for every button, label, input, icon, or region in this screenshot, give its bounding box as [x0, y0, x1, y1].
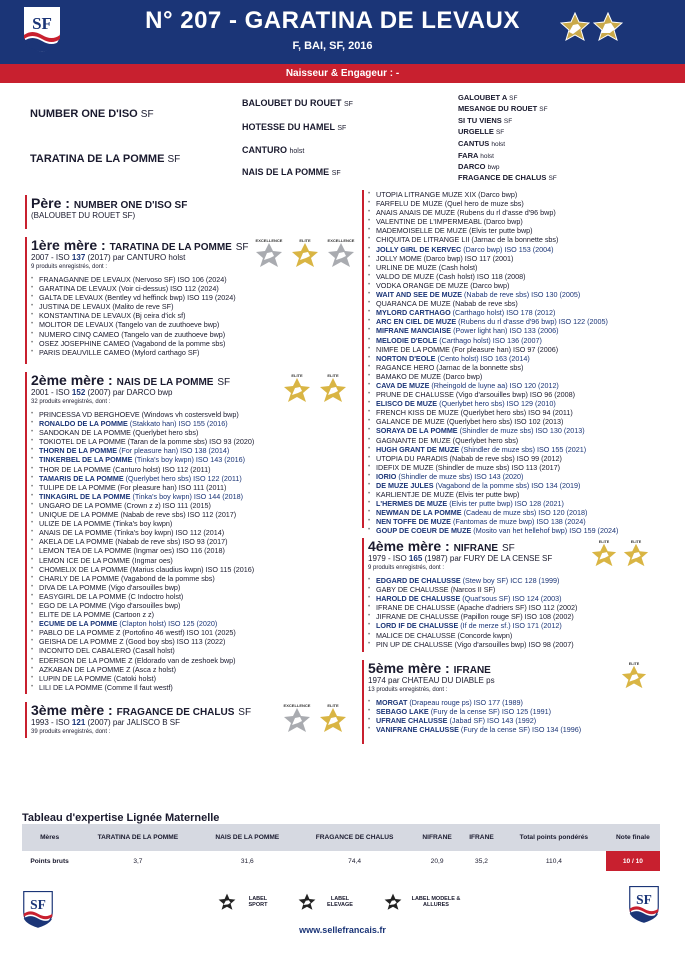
m1-meta: 2007 - ISO 137 (2017) par CANTURO holst [31, 253, 186, 262]
m5-products-count: 13 produits enregistrés, dont : [368, 687, 448, 693]
table-cell: Points bruts [30, 857, 69, 865]
list-item: • SEBAGO LAKE (Fury de la cense SF) ISO 125 (1991) [368, 707, 662, 716]
list-item: • CHIQUITA DE LITRANGE LII (Jarnac de la bonnette sbs) [368, 235, 662, 244]
list-item: • NEN TOFFE DE MUZE (Fantomas de muze bwp) ISO 138 (2024) [368, 517, 662, 526]
m1-products-count: 9 produits enregistrés, dont : [31, 264, 108, 270]
pedigree-g3-6: FARA holst [458, 151, 494, 160]
m2-section [25, 372, 355, 694]
m2-title: 2ème mère : NAIS DE LA POMME SF [31, 372, 231, 388]
pedigree-g2-4: NAIS DE LA POMME SF [242, 167, 341, 177]
list-item: • L'HERMES DE MUZE (Elvis ter putte bwp) ISO 128 (2021) [368, 499, 662, 508]
list-item: • THORN DE LA POMME (For pleasure han) ISO 138 (2014) [31, 446, 355, 455]
list-item: • CAVA DE MUZE (Rheingold de luyne aa) ISO 120 (2012) [368, 381, 662, 390]
list-item: • GALTA DE LEVAUX (Bentley vd heffinck bwp) ISO 119 (2024) [31, 293, 355, 302]
star-icon [218, 893, 236, 911]
list-item: • PABLO DE LA POMME Z (Portofino 46 westf) ISO 101 (2025) [31, 628, 355, 637]
svg-text:ELITE: ELITE [630, 539, 642, 544]
list-item: • RAGANCE HERO (Jarnac de la bonnette sbs) [368, 363, 662, 372]
svg-text:ELITE: ELITE [327, 373, 339, 378]
pere-title: Père : NUMBER ONE D'ISO SF [31, 195, 188, 211]
svg-text:EXCELLENCE: EXCELLENCE [255, 238, 283, 243]
list-item: • HAROLD DE CHALUSSE (Quat'sous SF) ISO 124 (2003) [368, 594, 662, 603]
list-item: • NEWMAN DE LA POMME (Cadeau de muze sbs) ISO 120 (2018) [368, 508, 662, 517]
table-cell: 31,6 [240, 857, 254, 865]
m5-title: 5ème mère : IFRANE [368, 660, 491, 676]
elite-badge-icon [282, 372, 312, 411]
list-item: • VALENTINE DE L'IMPERMEABL (Darco bwp) [368, 217, 662, 226]
pedigree-g2-3: CANTURO holst [242, 145, 305, 155]
m3-title: 3ème mère : FRAGANCE DE CHALUS SF [31, 702, 252, 718]
list-item: • LEMON TEA DE LA POMME (Ingmar oes) ISO 116 (2018) [31, 546, 355, 555]
list-item: • EDERSON DE LA POMME Z (Eldorado van de zeshoek bwp) [31, 656, 355, 665]
table-header-row [22, 824, 660, 851]
sf-logo-icon [22, 5, 62, 53]
list-item: • CHARLY DE LA POMME (Vagabond de la pomme sbs) [31, 574, 355, 583]
list-item: • MADEMOISELLE DE MUZE (Elvis ter putte bwp) [368, 226, 662, 235]
list-item: • FARFELU DE MUZE (Quel hero de muze sbs) [368, 199, 662, 208]
list-item: • SORAYA DE LA POMME (Shindler de muze sbs) ISO 130 (2013) [368, 426, 662, 435]
list-item: • VALDO DE MUZE (Cash holst) ISO 118 (2008) [368, 272, 662, 281]
svg-text:EXCELLENCE: EXCELLENCE [327, 238, 355, 243]
m4-title: 4ème mère : NIFRANE SF [368, 538, 515, 554]
breeder-bar: Naisseur & Engageur : - [0, 64, 685, 83]
elite-badge-icon [620, 660, 648, 697]
list-item: • TULIPE DE LA POMME (For pleasure han) ISO 111 (2011) [31, 483, 355, 492]
list-item: • TOKIOTEL DE LA POMME (Taran de la pomme sbs) ISO 93 (2020) [31, 437, 355, 446]
list-item: • JUSTINA DE LEVAUX (Malito de reve SF) [31, 302, 355, 311]
excellence-badge-icon [326, 237, 356, 276]
list-item: • VANIFRANE CHALUSSE (Fury de la cense SF) ISO 134 (1996) [368, 725, 662, 734]
list-item: • ANAIS DE LA POMME (Tinka's boy kwpn) ISO 112 (2014) [31, 528, 355, 537]
expertise-table [22, 824, 660, 871]
list-item: • IFRANE DE CHALUSSE (Apache d'adriers SF) ISO 112 (2002) [368, 603, 662, 612]
label-elevage: LABEL ELEVAGE [298, 893, 368, 911]
list-item: • MALICE DE CHALUSSE (Concorde kwpn) [368, 631, 662, 640]
website-link[interactable]: www.sellefrancais.fr [299, 925, 386, 935]
list-item: • WAIT AND SEE DE MUZE (Nabab de reve sbs) ISO 130 (2005) [368, 290, 662, 299]
star-icon [384, 893, 402, 911]
list-item: • UTOPIA DU PARADIS (Nabab de reve sbs) ISO 99 (2012) [368, 454, 662, 463]
m3-meta: 1993 - ISO 121 (2007) par JALISCO B SF [31, 718, 180, 727]
list-item: • EGO DE LA POMME (Vigo d'arsouilles bwp) [31, 601, 355, 610]
label-elevage-badge-icon [593, 12, 623, 42]
pere-sire: (BALOUBET DU ROUET SF) [31, 211, 136, 220]
list-item: • CHOMELIX DE LA POMME (Marius claudius kwpn) ISO 115 (2016) [31, 565, 355, 574]
m2-badges [282, 372, 348, 411]
list-item: • MIFRANE MANCIAISE (Power light han) ISO 133 (2006) [368, 326, 662, 335]
excellence-badge-icon [254, 237, 284, 276]
list-item: • LILI DE LA POMME (Comme Il faut westf) [31, 683, 355, 692]
table-header: IFRANE [461, 824, 502, 851]
list-item: • JOLLY MOME (Darco bwp) ISO 117 (2001) [368, 254, 662, 263]
page-title: N° 207 - GARATINA DE LEVAUX [145, 7, 520, 34]
list-item: • AZKABAN DE LA POMME Z (Asca z holst) [31, 665, 355, 674]
expertise-table-title: Tableau d'expertise Lignée Maternelle [22, 812, 220, 824]
list-item: • AKELA DE LA POMME (Nabab de reve sbs) ISO 93 (2017) [31, 537, 355, 546]
svg-text:SF: SF [30, 897, 46, 912]
list-item: • MOLITOR DE LEVAUX (Tangelo van de zuuthoeve bwp) [31, 320, 355, 329]
m1-product-list [31, 275, 355, 357]
list-item: • MORGAT (Drapeau rouge ps) ISO 177 (1989) [368, 698, 662, 707]
m2-product-list [31, 410, 355, 692]
label-sport-badge-icon [560, 12, 590, 42]
label-modele-allures: LABEL MODELE & ALLURES [384, 893, 484, 911]
table-header: NAIS DE LA POMME [199, 824, 296, 851]
list-item: • GEISHA DE LA POMME Z (Good boy sbs) ISO 113 (2022) [31, 637, 355, 646]
list-item: • URLINE DE MUZE (Cash holst) [368, 263, 662, 272]
pedigree-g3-3: SI TU VIENS SF [458, 116, 513, 125]
table-header: Note finale [606, 824, 660, 851]
list-item: • THOR DE LA POMME (Canturo holst) ISO 112 (2011) [31, 465, 355, 474]
list-item: • UNGARO DE LA POMME (Crown z z) ISO 111 (2015) [31, 501, 355, 510]
svg-text:SF: SF [32, 14, 52, 33]
list-item: • QUARANCA DE MUZE (Nabab de reve sbs) [368, 299, 662, 308]
list-item: • KONSTANTINA DE LEVAUX (Bj ceira d'ick sf) [31, 311, 355, 320]
final-note-cell: 10 / 10 [606, 851, 660, 871]
horse-subtitle: F, BAI, SF, 2016 [292, 40, 373, 52]
list-item: • BAMAKO DE MUZE (Darco bwp) [368, 372, 662, 381]
m4-products-count: 9 produits enregistrés, dont : [368, 565, 445, 571]
list-item: • DIVA DE LA POMME (Vigo d'arsouilles bwp) [31, 583, 355, 592]
table-header: TARATINA DE LA POMME [77, 824, 198, 851]
list-item: • ELISCO DE MUZE (Querlybet hero sbs) ISO 129 (2010) [368, 399, 662, 408]
m4-product-list [368, 576, 662, 649]
m2-products-count: 32 produits enregistrés, dont : [31, 399, 111, 405]
table-cell: 20,9 [430, 857, 444, 865]
svg-text:ELITE: ELITE [598, 539, 610, 544]
list-item: • FRENCH KISS DE MUZE (Querlybet hero sbs) ISO 94 (2011) [368, 408, 662, 417]
list-item: • IDEFIX DE MUZE (Shindler de muze sbs) ISO 113 (2017) [368, 463, 662, 472]
m2-meta: 2001 - ISO 152 (2007) par DARCO bwp [31, 388, 173, 397]
list-item: • JIFRANE DE CHALUSSE (Papillon rouge SF) ISO 108 (2002) [368, 612, 662, 621]
list-item: • INCONITO DEL CABALERO (Casall holst) [31, 646, 355, 655]
m5-meta: 1974 par CHATEAU DU DIABLE ps [368, 676, 495, 685]
list-item: • SANDOKAN DE LA POMME (Querlybet hero sbs) [31, 428, 355, 437]
svg-text:ELITE: ELITE [327, 703, 339, 708]
table-header: NIFRANE [413, 824, 461, 851]
elite-badge-icon [622, 538, 650, 575]
list-item: • GOUP DE COEUR DE MUZE (Mosito van het hellehof bwp) ISO 159 (2024) [368, 526, 662, 535]
table-cell: 3,7 [133, 857, 143, 865]
pere-section [25, 195, 345, 229]
list-item: • OSEZ JOSEPHINE CAMEO (Vagabond de la pomme sbs) [31, 339, 355, 348]
list-item: • MYLORD CARTHAGO (Carthago holst) ISO 178 (2012) [368, 308, 662, 317]
m2-continued-section [362, 190, 662, 536]
list-item: • IORIO (Shindler de muze sbs) ISO 143 (2020) [368, 472, 662, 481]
label-sport: LABEL SPORT [218, 893, 278, 911]
elite-badge-icon [590, 538, 618, 575]
list-item: • GAGNANTE DE MUZE (Querlybet hero sbs) [368, 436, 662, 445]
m1-badges [254, 237, 356, 276]
list-item: • JOLLY GIRL DE KERVEC (Darco bwp) ISO 153 (2004) [368, 245, 662, 254]
elite-badge-icon [318, 702, 348, 741]
list-item: • HUGH GRANT DE MUZE (Shindler de muze sbs) ISO 155 (2021) [368, 445, 662, 454]
list-item: • LEMON ICE DE LA POMME (Ingmar oes) [31, 556, 355, 565]
list-item: • EASYGIRL DE LA POMME (C Indoctro holst) [31, 592, 355, 601]
svg-text:SF: SF [636, 892, 652, 907]
table-header: FRAGANCE DE CHALUS [296, 824, 413, 851]
m5-product-list [368, 698, 662, 734]
list-item: • DE MUZE JULES (Vagabond de la pomme sbs) ISO 134 (2019) [368, 481, 662, 490]
list-item: • ELITE DE LA POMME (Cartoon z z) [31, 610, 355, 619]
table-header: Mères [22, 824, 77, 851]
list-item: • MELODIE D'EOLE (Carthago holst) ISO 136 (2007) [368, 336, 662, 345]
table-header: Total points pondérés [502, 824, 606, 851]
list-item: • GABY DE CHALUSSE (Narcos II SF) [368, 585, 662, 594]
list-item: • KARLIENTJE DE MUZE (Elvis ter putte bwp) [368, 490, 662, 499]
m4-badges [590, 538, 650, 575]
list-item: • GALANCE DE MUZE (Querlybet hero sbs) ISO 102 (2013) [368, 417, 662, 426]
list-item: • ANAIS ANAIS DE MUZE (Rubens du rl d'asse d'96 bwp) [368, 208, 662, 217]
m4-meta: 1979 - ISO 165 (1987) par FURY DE LA CENSE SF [368, 554, 553, 563]
pedigree-g2-1: BALOUBET DU ROUET SF [242, 98, 353, 108]
list-item: • UTOPIA LITRANGE MUZE XIX (Darco bwp) [368, 190, 662, 199]
m3-products-count: 39 produits enregistrés, dont : [31, 729, 111, 735]
pedigree-g3-1: GALOUBET A SF [458, 93, 518, 102]
list-item: • TAMARIS DE LA POMME (Querlybet hero sbs) ISO 122 (2011) [31, 474, 355, 483]
list-item: • NORTON D'EOLE (Cento holst) ISO 163 (2014) [368, 354, 662, 363]
m1-title: 1ère mère : TARATINA DE LA POMME SF [31, 237, 249, 253]
svg-text:EXCELLENCE: EXCELLENCE [283, 703, 311, 708]
list-item: • ECUME DE LA POMME (Clapton holst) ISO 125 (2020) [31, 619, 355, 628]
m5-badges [620, 660, 648, 697]
pedigree-sire: NUMBER ONE D'ISO SF [30, 108, 154, 120]
m3-badges [282, 702, 348, 741]
svg-text:ELITE: ELITE [628, 661, 640, 666]
list-item: • VODKA ORANGE DE MUZE (Darco bwp) [368, 281, 662, 290]
pedigree-g3-2: MESANGE DU ROUET SF [458, 104, 548, 113]
table-cell: 35,2 [475, 857, 488, 865]
pedigree-dam: TARATINA DE LA POMME SF [30, 153, 181, 165]
list-item: • TINKERBEL DE LA POMME (Tinka's boy kwpn) ISO 143 (2016) [31, 455, 355, 464]
star-icon [298, 893, 316, 911]
pedigree-g3-8: FRAGANCE DE CHALUS SF [458, 173, 557, 182]
m2-product-list-continued [368, 190, 662, 536]
list-item: • TINKAGIRL DE LA POMME (Tinka's boy kwpn) ISO 144 (2018) [31, 492, 355, 501]
pedigree-g3-5: CANTUS holst [458, 139, 506, 148]
list-item: • ARC EN CIEL DE MUZE (Rubens du rl d'asse d'96 bwp) ISO 122 (2005) [368, 317, 662, 326]
pedigree-g3-4: URGELLE SF [458, 127, 505, 136]
sf-logo-icon [628, 885, 660, 923]
list-item: • PRUNE DE CHALUSSE (Vigo d'arsouilles bwp) ISO 96 (2008) [368, 390, 662, 399]
pedigree-g2-2: HOTESSE DU HAMEL SF [242, 122, 347, 132]
pedigree-g3-7: DARCO bwp [458, 162, 500, 171]
sf-logo-icon [22, 890, 54, 928]
list-item: • FRANAGANNE DE LEVAUX (Nervoso SF) ISO 106 (2024) [31, 275, 355, 284]
list-item: • LUPIN DE LA POMME (Catoki holst) [31, 674, 355, 683]
svg-text:ELITE: ELITE [299, 238, 311, 243]
table-row [22, 851, 660, 871]
list-item: • GARATINA DE LEVAUX (Voir ci-dessus) ISO 112 (2024) [31, 284, 355, 293]
list-item: • ULIZE DE LA POMME (Tinka's boy kwpn) [31, 519, 355, 528]
list-item: • RONALDO DE LA POMME (Stakkato han) ISO 155 (2016) [31, 419, 355, 428]
list-item: • UNIQUE DE LA POMME (Nabab de reve sbs) ISO 112 (2017) [31, 510, 355, 519]
list-item: • PIN UP DE CHALUSSE (Vigo d'arsouilles bwp) ISO 98 (2007) [368, 640, 662, 649]
list-item: • NIMFE DE LA POMME (For pleasure han) ISO 97 (2006) [368, 345, 662, 354]
list-item: • UFRANE CHALUSSE (Jabad SF) ISO 143 (1992) [368, 716, 662, 725]
table-cell: 74,4 [348, 857, 361, 865]
list-item: • LORD IF DE CHALUSSE (If de merze sf.) ISO 171 (2012) [368, 621, 662, 630]
list-item: • PRINCESSA VD BERGHOEVE (Windows vh costersveld bwp) [31, 410, 355, 419]
list-item: • PARIS DEAUVILLE CAMEO (Mylord carthago SF) [31, 348, 355, 357]
list-item: • NUMERO CINQ CAMEO (Tangelo van de zuuthoeve bwp) [31, 330, 355, 339]
elite-badge-icon [290, 237, 320, 276]
svg-text:ELITE: ELITE [291, 373, 303, 378]
list-item: • EDGARD DE CHALUSSE (Stew boy SF) ICC 128 (1999) [368, 576, 662, 585]
elite-badge-icon [318, 372, 348, 411]
table-cell: 110,4 [545, 857, 562, 865]
excellence-badge-icon [282, 702, 312, 741]
m5-section [362, 660, 662, 744]
